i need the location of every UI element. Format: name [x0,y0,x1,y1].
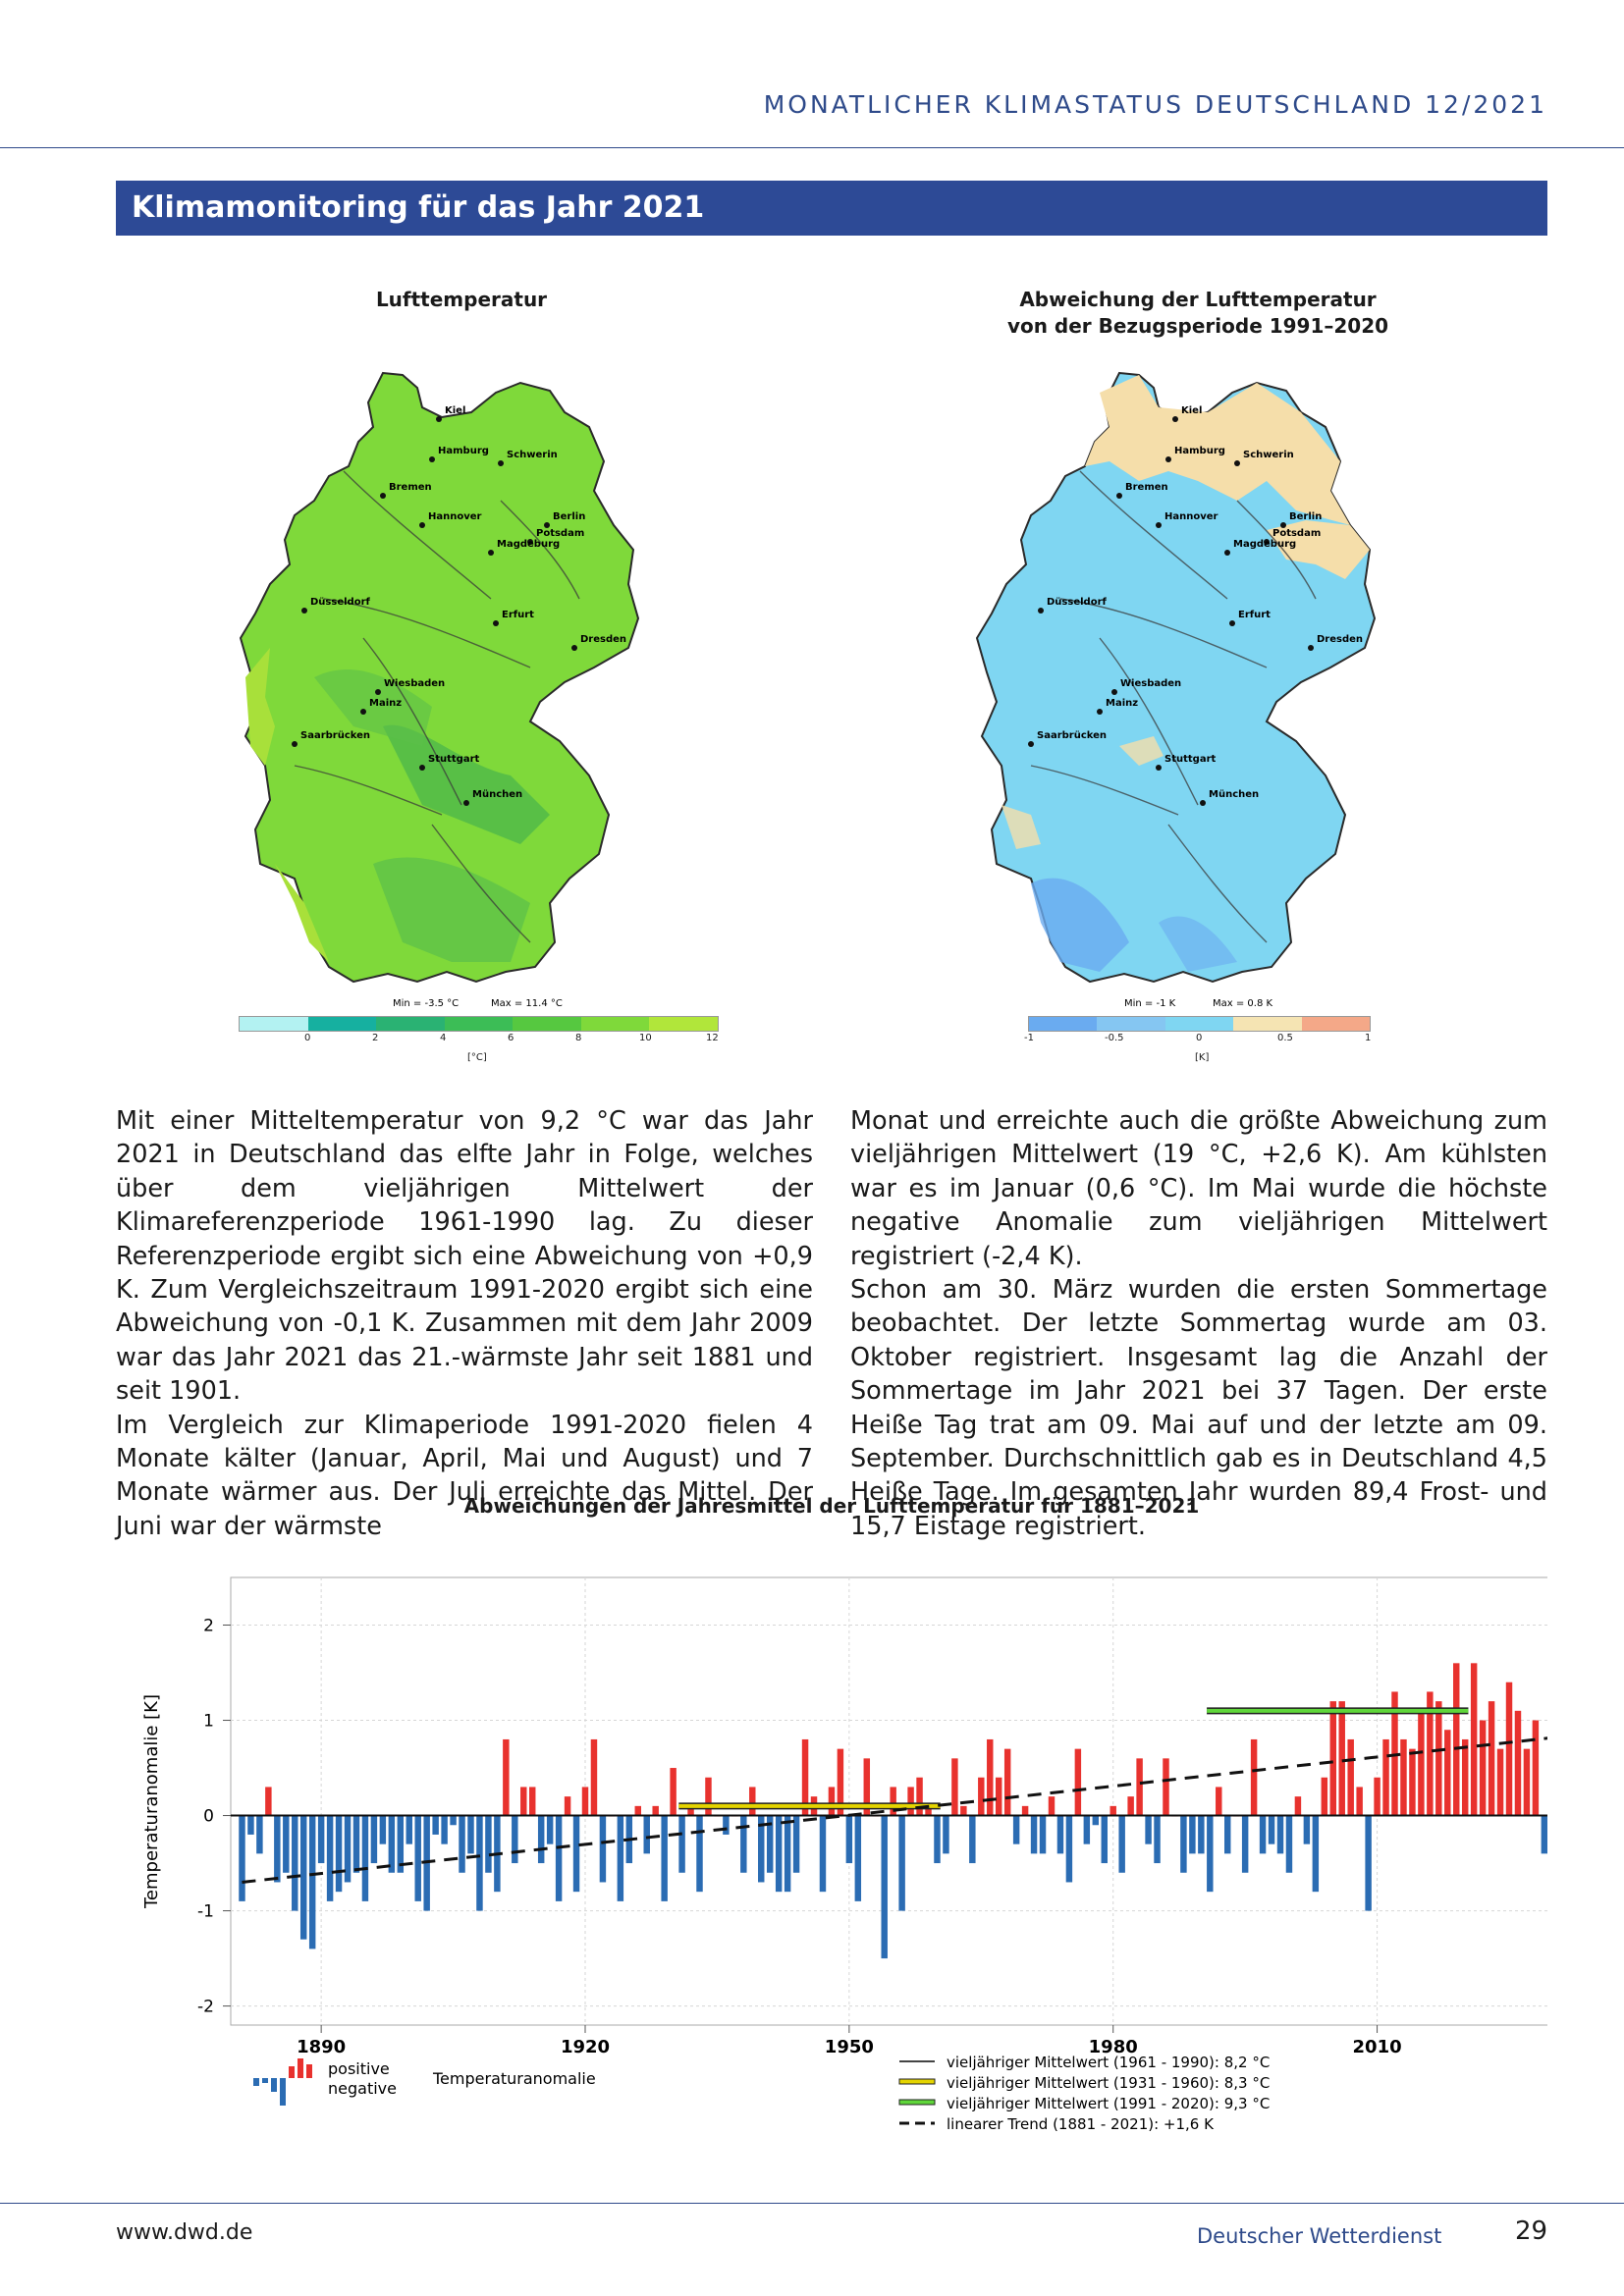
bar-1977 [1084,1816,1090,1844]
bar-1907 [467,1816,473,1854]
right-map-title [962,287,1434,340]
body-right-paragraph-1: Monat und erreichte auch die größte Abweichung zum vieljährigen Mittelwert (19 °C, +2,6 K). Am kühlsten war es im Januar (0,6 °C). Im Mai wurde die höchste negative Anomalie zum vieljährigen Mittelwert registriert (-2,4 K). [850,1106,1547,1271]
city-label: Bremen [1125,482,1168,493]
bar-1930 [670,1768,676,1816]
legend-mean-1931: vieljähriger Mittelwert (1931 - 1960): 8,3 °C [947,2074,1271,2092]
bar-1911 [503,1739,509,1816]
bar-1968 [1004,1749,1010,1816]
bar-1889 [309,1816,315,1949]
bar-2028 [1533,1721,1539,1816]
right-map-title-line2: von der Bezugsperiode 1991–2020 [1006,314,1389,338]
section-bar [116,181,1547,236]
bar-1887 [292,1816,298,1911]
bar-1914 [529,1787,535,1815]
bar-2009 [1365,1816,1371,1911]
bar-1944 [793,1816,799,1873]
city-marker [1028,741,1034,747]
bar-1897 [380,1816,386,1844]
bar-1896 [371,1816,377,1864]
bar-1950 [846,1816,852,1864]
bar-1920 [582,1787,588,1815]
page-header-title: MONATLICHER KLIMASTATUS DEUTSCHLAND 12/2021 [763,90,1547,119]
anomaly-bar-chart [116,1546,1547,2174]
bar-1989 [1189,1816,1195,1854]
bar-1888 [300,1816,306,1940]
right-max-label: Max = 0.8 K [1213,998,1273,1009]
city-marker [1111,689,1117,695]
bar-1983 [1136,1758,1142,1815]
bar-1929 [661,1816,667,1901]
city-label: Potsdam [536,528,585,539]
city-marker [419,522,425,528]
city-marker [1156,522,1162,528]
bar-1894 [353,1816,359,1873]
bar-1976 [1075,1749,1081,1816]
legend-anomaly-name: Temperaturanomalie [433,2069,596,2088]
bar-2021 [1471,1663,1477,1815]
city-label: Saarbrücken [1037,730,1108,741]
bar-1979 [1102,1816,1108,1864]
bar-1956 [898,1816,904,1911]
legend-mean-1961: vieljähriger Mittelwert (1961 - 1990): 8,2 °C [947,2054,1271,2071]
left-map [236,353,727,1055]
city-label: Schwerin [1243,450,1294,460]
bar-1985 [1154,1816,1160,1864]
bar-1957 [907,1787,913,1815]
city-marker [488,550,494,556]
bar-1886 [283,1816,289,1873]
city-label: Erfurt [1238,610,1271,620]
city-label: Magdeburg [497,539,561,550]
bar-1921 [591,1739,597,1816]
city-marker [1200,800,1206,806]
bar-2017 [1435,1701,1441,1815]
bar-1901 [414,1816,420,1901]
city-label: Mainz [369,698,403,709]
bar-1934 [705,1778,711,1816]
bar-1918 [565,1796,570,1815]
bar-1991 [1207,1816,1213,1893]
bar-2004 [1322,1778,1327,1816]
bar-1927 [644,1816,650,1854]
bar-1966 [987,1739,993,1816]
city-marker [498,460,504,466]
x-tick-label: 2010 [1352,2037,1402,2057]
y-tick-label: 0 [203,1806,214,1827]
bar-2026 [1515,1711,1521,1816]
body-left-column [116,1104,813,1543]
bar-2000 [1286,1816,1292,1873]
city-marker [301,608,307,614]
bar-1951 [855,1816,861,1901]
bar-1928 [652,1806,658,1816]
city-label: Berlin [553,511,586,522]
bar-1939 [749,1787,755,1815]
bar-1992 [1216,1787,1221,1815]
bar-1967 [996,1778,1001,1816]
city-marker [1229,620,1235,626]
city-marker [1234,460,1240,466]
bar-1960 [934,1816,940,1864]
bar-1975 [1066,1816,1072,1883]
chart-title: Abweichungen der Jahresmittel der Lufttemperatur für 1881–2021 [463,1494,1200,1518]
city-label: Stuttgart [1164,754,1217,765]
city-marker [1308,645,1314,651]
y-tick-label: -2 [197,1997,214,2017]
bar-1997 [1260,1816,1266,1854]
city-marker [1224,550,1230,556]
bar-1965 [978,1778,984,1816]
bar-2022 [1480,1721,1486,1816]
bar-1961 [943,1816,948,1854]
bar-1882 [247,1816,253,1835]
bar-1938 [740,1816,746,1873]
bar-1996 [1251,1739,1257,1816]
bar-1898 [389,1816,395,1873]
city-label: Saarbrücken [300,730,371,741]
right-colorbar-unit: [K] [1195,1052,1210,1063]
bar-1980 [1110,1806,1115,1816]
bar-1982 [1127,1796,1133,1815]
body-right-paragraph-2: Schon am 30. März wurden die ersten Sommertage beobachtet. Der letzte Sommertag wurde am 03. Oktober registriert. Insgesamt lag die Anzahl der Sommertage im Jahr 2021 bei 37 Tagen. Der erste Heiße Tag trat am 09. Mai auf und der letzte am 09. September. Durchschnittlich gab es in Deutschland 4,5 Heiße Tage. Im gesamten Jahr wurden 89,4 Frost- und 15,7 Eistage registriert. [850,1275,1547,1541]
city-label: Wiesbaden [384,678,446,689]
bar-1919 [573,1816,579,1893]
city-label: Hannover [428,511,482,522]
x-tick-label: 1980 [1088,2037,1138,2057]
bar-1933 [696,1816,702,1893]
bar-1954 [881,1816,887,1959]
city-label: Düsseldorf [1047,597,1107,608]
city-marker [429,456,435,462]
bar-1890 [318,1816,324,1864]
city-marker [375,689,381,695]
left-min-label: Min = -3.5 °C [393,998,460,1009]
bar-1881 [239,1816,244,1901]
bar-1947 [820,1816,826,1893]
bar-2020 [1462,1739,1468,1816]
legend-anomaly [253,2058,596,2106]
bar-2015 [1418,1711,1424,1816]
bar-1969 [1013,1816,1019,1844]
city-label: Magdeburg [1233,539,1297,550]
y-axis-label: Temperaturanomalie [K] [141,1693,162,1909]
bar-1916 [547,1816,553,1844]
city-marker [1097,709,1103,715]
bar-1906 [459,1816,464,1873]
bar-2008 [1356,1787,1362,1815]
bar-2010 [1374,1778,1380,1816]
legend-mean-1991: vieljähriger Mittelwert (1991 - 2020): 9,3 °C [947,2095,1271,2112]
bar-1924 [618,1816,623,1901]
bar-1884 [265,1787,271,1815]
left-colorbar-unit: [°C] [467,1052,487,1063]
city-marker [1165,456,1171,462]
bar-1922 [600,1816,606,1883]
bar-1936 [723,1816,729,1835]
bar-1998 [1269,1816,1274,1844]
footer-org: Deutscher Wetterdienst [1197,2224,1442,2248]
body-left-paragraph-2: Im Vergleich zur Klimaperiode 1991-2020 fielen 4 Monate kälter (Januar, April, Mai und August) und 7 Monate wärmer aus. Der Juli erreichte das Mittel. Der Juni war der wärmste [116,1410,813,1541]
bar-1917 [556,1816,562,1901]
city-label: Stuttgart [428,754,480,765]
city-label: Mainz [1106,698,1139,709]
bar-1931 [678,1816,684,1873]
bar-1892 [336,1816,342,1893]
bar-1984 [1145,1816,1151,1844]
bar-1883 [256,1816,262,1854]
legend-means [899,2054,1270,2133]
section-title: Klimamonitoring für das Jahr 2021 [132,190,705,225]
right-min-label: Min = -1 K [1124,998,1176,1009]
bar-1981 [1118,1816,1124,1873]
footer-rule [0,2203,1624,2204]
city-marker [493,620,499,626]
bar-2025 [1506,1682,1512,1816]
city-label: Dresden [580,634,627,645]
city-label: Hannover [1164,511,1218,522]
city-marker [360,709,366,715]
x-tick-label: 1920 [560,2037,611,2057]
bar-1926 [635,1806,641,1816]
legend-negative: negative [328,2079,397,2098]
bar-1986 [1163,1758,1168,1815]
bar-2013 [1400,1739,1406,1816]
y-tick-label: -1 [197,1901,214,1922]
body-left-paragraph-1: Mit einer Mitteltemperatur von 9,2 °C war das Jahr 2021 in Deutschland das elfte Jahr in Folge, welches über dem vieljährigen Mittelwert der Klimareferenzperiode 1961-1990 lag. Zu dieser Referenzperiode ergibt sich eine Abweichung von +0,9 K. Zum Vergleichszeitraum 1991-2020 ergibt sich eine Abweichung von -0,1 K. Zusammen mit dem Jahr 2009 war das Jahr 2021 das 21.-wärmste Jahr seit 1881 und seit 1901. [116,1106,813,1407]
city-label: Düsseldorf [310,597,370,608]
body-right-column [850,1104,1547,1543]
legend-trend: linearer Trend (1881 - 2021): +1,6 K [947,2115,1214,2133]
legend-positive: positive [328,2059,390,2078]
bar-1912 [512,1816,517,1864]
bar-2001 [1295,1796,1301,1815]
bar-1900 [406,1816,412,1844]
city-marker [436,416,442,422]
y-tick-label: 2 [203,1616,214,1636]
bar-1990 [1198,1816,1204,1854]
bar-1999 [1277,1816,1283,1854]
bar-1995 [1242,1816,1248,1873]
bar-1964 [969,1816,975,1864]
bar-2029 [1542,1816,1547,1854]
right-map [972,353,1463,1055]
left-max-label: Max = 11.4 °C [491,998,563,1009]
bar-1885 [274,1816,280,1883]
city-marker [1116,493,1122,499]
x-tick-label: 1950 [824,2037,874,2057]
bar-1978 [1093,1816,1099,1826]
bar-1970 [1022,1806,1028,1816]
city-marker [571,645,577,651]
city-label: Wiesbaden [1120,678,1182,689]
bar-1895 [362,1816,368,1901]
bar-2007 [1347,1739,1353,1816]
bar-1905 [450,1816,456,1826]
city-label: Dresden [1317,634,1364,645]
bar-2011 [1382,1739,1388,1816]
city-marker [1172,416,1178,422]
bar-1962 [951,1758,957,1815]
city-label: Kiel [1181,405,1203,416]
right-map-title-line1: Abweichung der Lufttemperatur [1019,288,1377,311]
right-colorbar-ticks: -1 -0.5 0 0.5 1 [1024,1033,1372,1043]
bar-1942 [776,1816,782,1893]
footer-url[interactable]: www.dwd.de [116,2220,253,2245]
bar-1903 [432,1816,438,1835]
city-label: Potsdam [1272,528,1322,539]
bar-2006 [1339,1701,1345,1815]
bar-1958 [916,1778,922,1816]
header-rule [0,147,1624,148]
city-label: Kiel [445,405,466,416]
left-map-title: Lufttemperatur [375,288,548,311]
left-colorbar-ticks: 0 2 4 6 8 10 12 [304,1033,719,1043]
city-marker [292,741,298,747]
bar-1993 [1224,1816,1230,1854]
city-label: Erfurt [502,610,534,620]
x-tick-label: 1890 [297,2037,347,2057]
bar-1963 [960,1806,966,1816]
bar-1973 [1049,1796,1055,1815]
page-number: 29 [1515,2216,1548,2246]
bar-2014 [1409,1749,1415,1816]
bar-2027 [1524,1749,1530,1816]
bar-1913 [520,1787,526,1815]
right-colorbar [1028,1016,1371,1032]
bar-1943 [785,1816,790,1893]
city-label: Berlin [1289,511,1323,522]
bar-1972 [1040,1816,1046,1854]
city-marker [1156,765,1162,771]
bar-2023 [1489,1701,1494,1815]
city-label: Hamburg [438,446,489,456]
bar-1915 [538,1816,544,1864]
bar-1904 [441,1816,447,1844]
bar-2018 [1444,1730,1450,1815]
bar-2002 [1304,1816,1310,1844]
bar-2003 [1313,1816,1319,1893]
city-label: München [1209,789,1260,800]
bar-2024 [1497,1749,1503,1816]
city-marker [419,765,425,771]
bar-1948 [829,1787,835,1815]
city-marker [380,493,386,499]
bar-1971 [1031,1816,1037,1854]
city-marker [1038,608,1044,614]
bar-1891 [327,1816,333,1901]
city-label: München [472,789,523,800]
bar-1974 [1057,1816,1063,1854]
left-colorbar [239,1016,719,1032]
city-label: Schwerin [507,450,558,460]
city-label: Bremen [389,482,432,493]
bar-2005 [1330,1701,1336,1815]
y-tick-label: 1 [203,1711,214,1732]
city-label: Hamburg [1174,446,1225,456]
bar-1988 [1180,1816,1186,1873]
city-marker [463,800,469,806]
bar-2019 [1453,1663,1459,1815]
bar-1909 [485,1816,491,1873]
bar-1908 [476,1816,482,1911]
